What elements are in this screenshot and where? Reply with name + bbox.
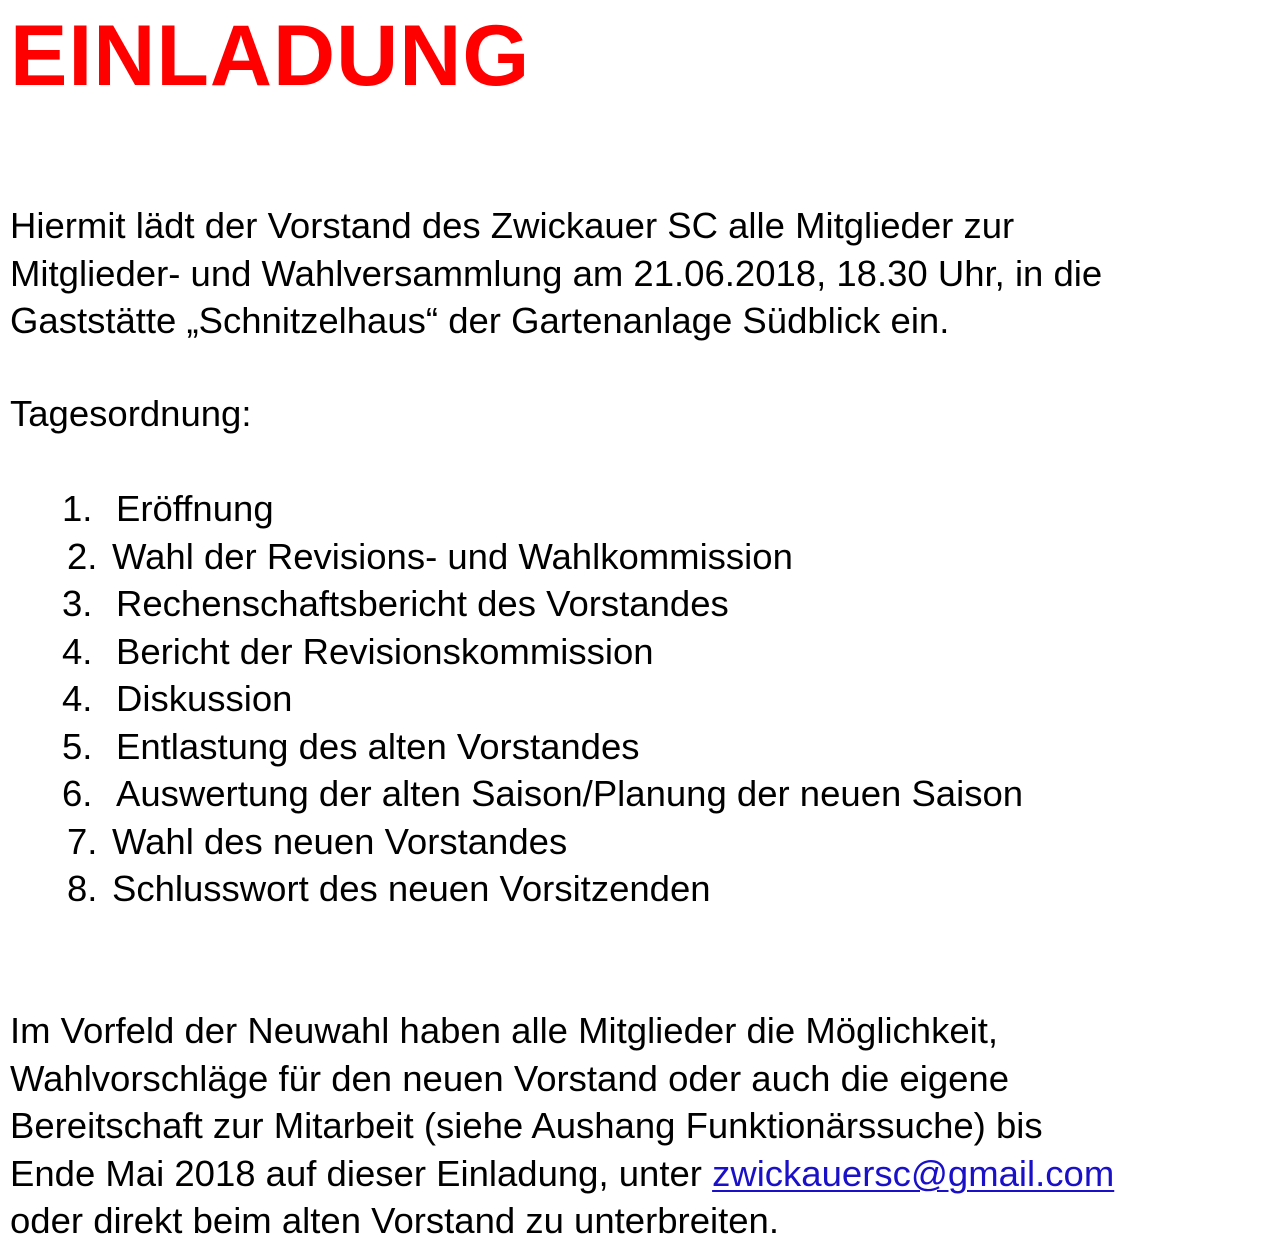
- agenda-item-text: Wahl der Revisions- und Wahlkommission: [112, 535, 793, 577]
- agenda-item-number: 2.: [67, 535, 98, 577]
- agenda-item-number: 4.: [62, 630, 93, 672]
- outro-line: Im Vorfeld der Neuwahl haben alle Mitglieder die Möglichkeit,: [10, 1010, 999, 1051]
- agenda-item-text: Diskussion: [116, 678, 293, 719]
- agenda-heading: Tagesordnung:: [10, 393, 252, 434]
- outro-line-with-email: [10, 1150, 1114, 1198]
- agenda-item-number: 5.: [62, 725, 93, 767]
- page-title: EINLADUNG: [10, 8, 531, 104]
- agenda-item-number: 8.: [67, 868, 98, 909]
- agenda-item-text: Rechenschaftsbericht des Vorstandes: [116, 583, 729, 624]
- outro-line: Wahlvorschläge für den neuen Vorstand oder auch die eigene: [10, 1057, 1010, 1099]
- outro-line: oder direkt beim alten Vorstand zu unterbreiten.: [10, 1200, 779, 1241]
- agenda-item-text: Schlusswort des neuen Vorsitzenden: [112, 868, 711, 909]
- intro-line: Hiermit lädt der Vorstand des Zwickauer SC alle Mitglieder zur: [10, 205, 1015, 246]
- agenda-item-text: Eröffnung: [116, 488, 274, 529]
- intro-line: Mitglieder- und Wahlversammlung am 21.06.2018, 18.30 Uhr, in die: [10, 252, 1103, 294]
- agenda-item-number: 7.: [67, 820, 98, 862]
- outro-paragraph: [10, 1007, 1114, 1245]
- agenda-item-text: Wahl des neuen Vorstandes: [112, 820, 568, 862]
- agenda-item-text: Auswertung der alten Saison/Planung der neuen Saison: [116, 773, 1024, 814]
- agenda-item-number: 1.: [62, 488, 93, 529]
- outro-line-text: Ende Mai 2018 auf dieser Einladung, unter: [10, 1152, 713, 1194]
- outro-line: Bereitschaft zur Mitarbeit (siehe Aushang Funktionärssuche) bis: [10, 1105, 1043, 1146]
- agenda-item-text: Bericht der Revisionskommission: [116, 630, 654, 672]
- intro-line: Gaststätte „Schnitzelhaus“ der Gartenanlage Südblick ein.: [10, 300, 950, 341]
- agenda-item-number: 4.: [62, 678, 93, 719]
- email-link[interactable]: zwickauersc@gmail.com: [712, 1152, 1115, 1194]
- agenda-item-text: Entlastung des alten Vorstandes: [116, 725, 640, 767]
- agenda-item-number: 3.: [62, 583, 93, 624]
- agenda-item-number: 6.: [62, 773, 93, 814]
- intro-paragraph: [10, 202, 1102, 345]
